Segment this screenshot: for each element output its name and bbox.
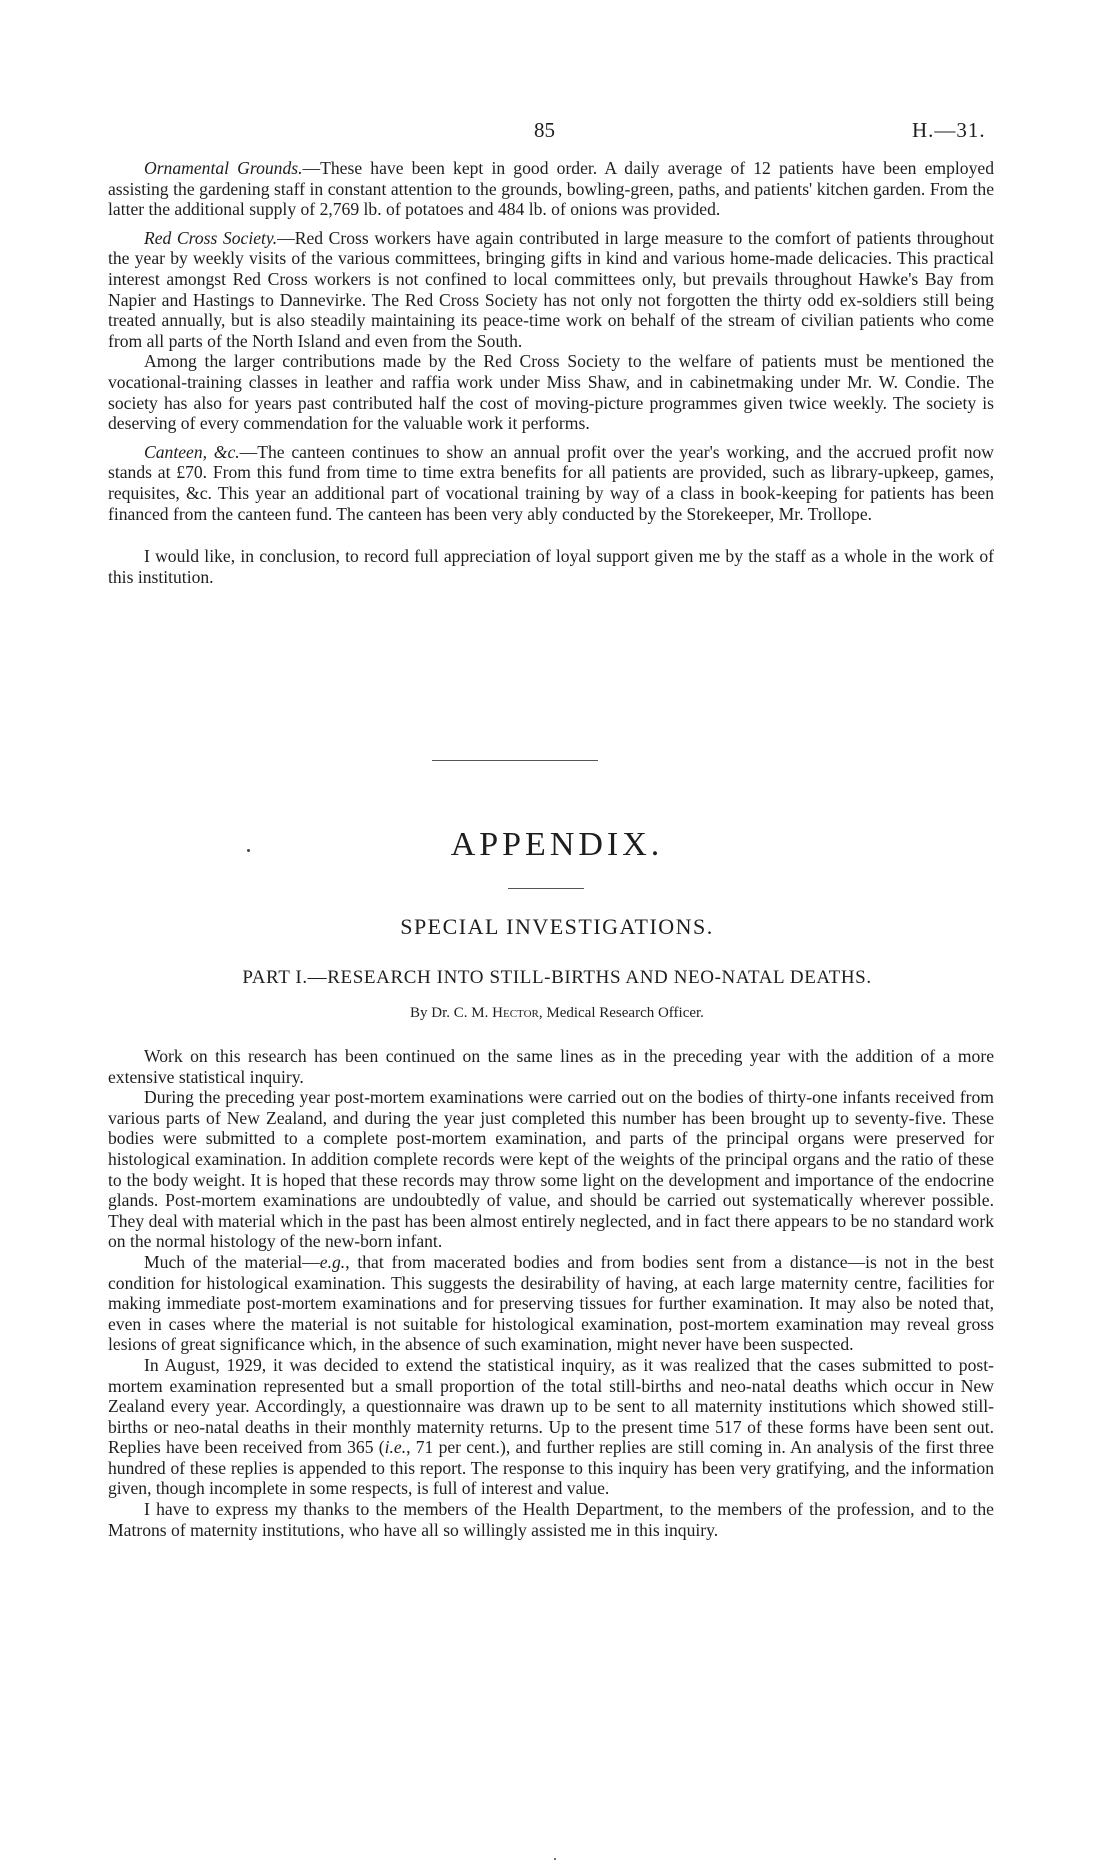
ornamental-grounds-text: —These have been kept in good order. A daily average of 12 patients have been employed assisting the gardening staff in constant attention to the grounds, bowling-green, paths, and patients' kitchen garden. From the latter the additional supply of 2,769 lb. of potatoes and 484 lb. of onions was provided.: [108, 158, 995, 220]
bottom-speck: [554, 1858, 556, 1860]
appendix-rule: [508, 888, 584, 889]
byline-prefix: By Dr. C. M.: [410, 1005, 489, 1021]
acknowledgement-paragraph: I have to express my thanks to the members of the Health Department, to the members of the profession, and to the Matrons of maternity institutions, who have all so willingly assisted me in this inquiry.: [108, 1499, 994, 1540]
section-divider: [432, 760, 598, 761]
red-cross-text: —Red Cross workers have again contributed in large measure to the comfort of patients throughout the year by weekly visits of the various committees, bringing gifts in kind and various home-made delicacies. This practical interest amongst Red Cross workers is not confined to local committees only, but prevails throughout Hawke's Bay from Napier and Hastings to Dannevirke. The Red Cross Society has not only not forgotten the thirty odd ex-soldiers still being treated annually, but is also steadily maintaining its peace-time work on behalf of the stream of civilian patients who come from all parts of the North Island and even from the South.: [108, 227, 994, 351]
post-mortem-paragraph: During the preceding year post-mortem examinations were carried out on the bodies of thirty-one infants received from various parts of New Zealand, and during the year just completed this number has been brought up to seventy-five. These bodies were submitted to a complete post-mortem examination, and parts of the principal organs were preserved for histological examination. In addition complete records were kept of the weights of the principal organs and the ratio of these to the body weight. It is hoped that these records may throw some light on the development and importance of the endocrine glands. Post-mortem examinations are undoubtedly of value, and should be carried out systematically wherever possible. They deal with material which in the past has been almost entirely neglected, and in fact there appears to be no standard work on the normal histology of the new-born infant.: [108, 1087, 994, 1252]
page-header: [0, 118, 1114, 148]
research-section: [108, 1046, 994, 1540]
author-name: Hector: [492, 1005, 539, 1021]
canteen-text: —The canteen continues to show an annual profit over the year's working, and the accrued profit now stands at £70. From this fund from time to time extra benefits for all patients are provided, such as library-upkeep, games, requisites, &c. This year an additional part of vocational training by way of a class in book-keeping for patients has been financed from the canteen fund. The canteen has been very ably conducted by the Storekeeper, Mr. Trollope.: [108, 441, 994, 524]
byline-suffix: , Medical Research Officer.: [538, 1005, 704, 1021]
canteen-paragraph: [108, 442, 994, 524]
research-intro-paragraph: Work on this research has been continued on the same lines as in the preceding year with the addition of a more extensive statistical inquiry.: [108, 1046, 994, 1087]
canteen-heading: Canteen, &c.: [144, 441, 240, 462]
statistical-inquiry-paragraph: In August, 1929, it was decided to extend the statistical inquiry, as it was realized that the cases submitted to post-mortem examination represented but a small proportion of the total still-births and neo-natal deaths which occur in New Zealand every year. Accordingly, a questionnaire was drawn up to be sent to all maternity institutions which showed still-births or neo-natal deaths in their monthly maternity returns. Up to the present time 517 of these forms have been sent out. Replies have been received from 365 (i.e., 71 per cent.), and further replies are still coming in. An analysis of the first three hundred of these replies is appended to this report. The response to this inquiry has been very gratifying, and the information given, though incomplete in some respects, is full of interest and value.: [108, 1354, 994, 1499]
ornamental-grounds-heading: Ornamental Grounds.: [144, 158, 303, 178]
conclusion-paragraph: I would like, in conclusion, to record full appreciation of loyal support given me by the staff as a whole in the work of this institution.: [108, 546, 994, 587]
byline: [0, 1005, 1114, 1022]
red-cross-heading: Red Cross Society.: [144, 227, 278, 248]
document-reference: H.—31.: [912, 118, 986, 142]
red-cross-paragraph: [108, 228, 994, 352]
material-paragraph: Much of the material—e.g., that from macerated bodies and from bodies sent from a distance—is not in the best condition for histological examination. This suggests the desirability of having, at each large maternity centre, facilities for making immediate post-mortem examinations and for preserving tissues for further examination. It may also be noted that, even in cases where the material is not suitable for histological examination, post-mortem examination may reveal gross lesions of great significance which, in the absence of such examination, might never have been suspected.: [108, 1251, 994, 1355]
ornamental-grounds-paragraph: [108, 158, 994, 220]
contributions-paragraph: Among the larger contributions made by the Red Cross Society to the welfare of patients must be mentioned the vocational-training classes in leather and raffia work under Miss Shaw, and in cabinetmaking under Mr. W. Condie. The society has also for years past contributed half the cost of moving-picture programmes given twice weekly. The society is deserving of every commendation for the valuable work it performs.: [108, 351, 994, 434]
part-title: PART I.—RESEARCH INTO STILL-BIRTHS AND NEO-NATAL DEATHS.: [242, 967, 872, 988]
institution-report-section: [108, 158, 994, 595]
appendix-title: APPENDIX.: [450, 826, 664, 863]
special-investigations-title: SPECIAL INVESTIGATIONS.: [400, 914, 714, 939]
page-number: 85: [534, 118, 555, 142]
